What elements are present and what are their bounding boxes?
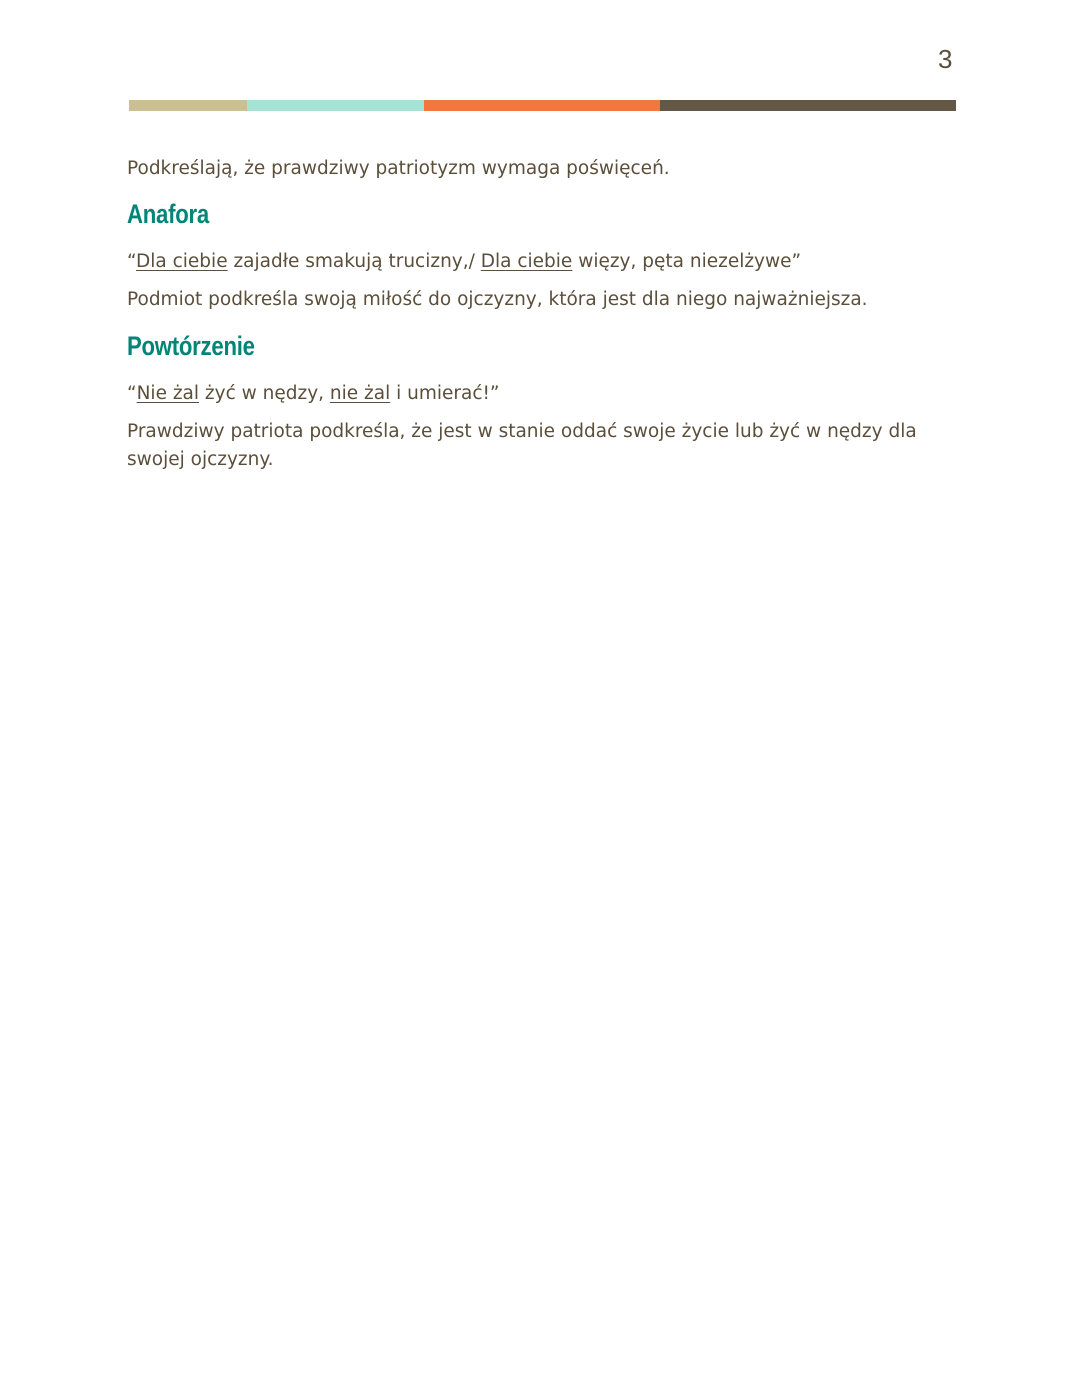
underlined-phrase: Dla ciebie	[480, 251, 573, 272]
color-bar-segment-orange	[424, 100, 660, 111]
quote-text: zajadłe smakują trucizny,/	[227, 251, 481, 272]
quote-anafora	[127, 248, 957, 276]
quote-text: i umierać!”	[390, 383, 500, 404]
intro-paragraph: Podkreślają, że prawdziwy patriotyzm wymaga poświęceń.	[127, 158, 670, 179]
color-bar-segment-mint	[247, 100, 424, 111]
explanation-anafora: Podmiot podkreśla swoją miłość do ojczyzny, która jest dla niego najważniejsza.	[127, 289, 868, 310]
quote-powtorzenie	[127, 380, 957, 408]
underlined-phrase: Dla ciebie	[136, 251, 228, 272]
underlined-phrase: nie żal	[329, 383, 391, 404]
page-number: 3	[938, 44, 953, 74]
section-heading-powtorzenie: Powtórzenie	[127, 331, 255, 361]
color-bar-segment-beige	[129, 100, 247, 111]
underlined-phrase: Nie żal	[136, 383, 200, 404]
quote-open-mark: “	[127, 251, 137, 272]
document-body	[127, 155, 957, 474]
header-color-bar	[129, 100, 956, 111]
quote-text: więzy, pęta niezelżywe”	[572, 251, 802, 272]
quote-open-mark: “	[127, 383, 137, 404]
quote-text: żyć w nędzy,	[199, 383, 330, 404]
explanation-powtorzenie: Prawdziwy patriota podkreśla, że jest w stanie oddać swoje życie lub żyć w nędzy dla swojej ojczyzny.	[127, 421, 917, 470]
color-bar-segment-brown	[660, 100, 956, 111]
section-heading-anafora: Anafora	[127, 199, 209, 229]
